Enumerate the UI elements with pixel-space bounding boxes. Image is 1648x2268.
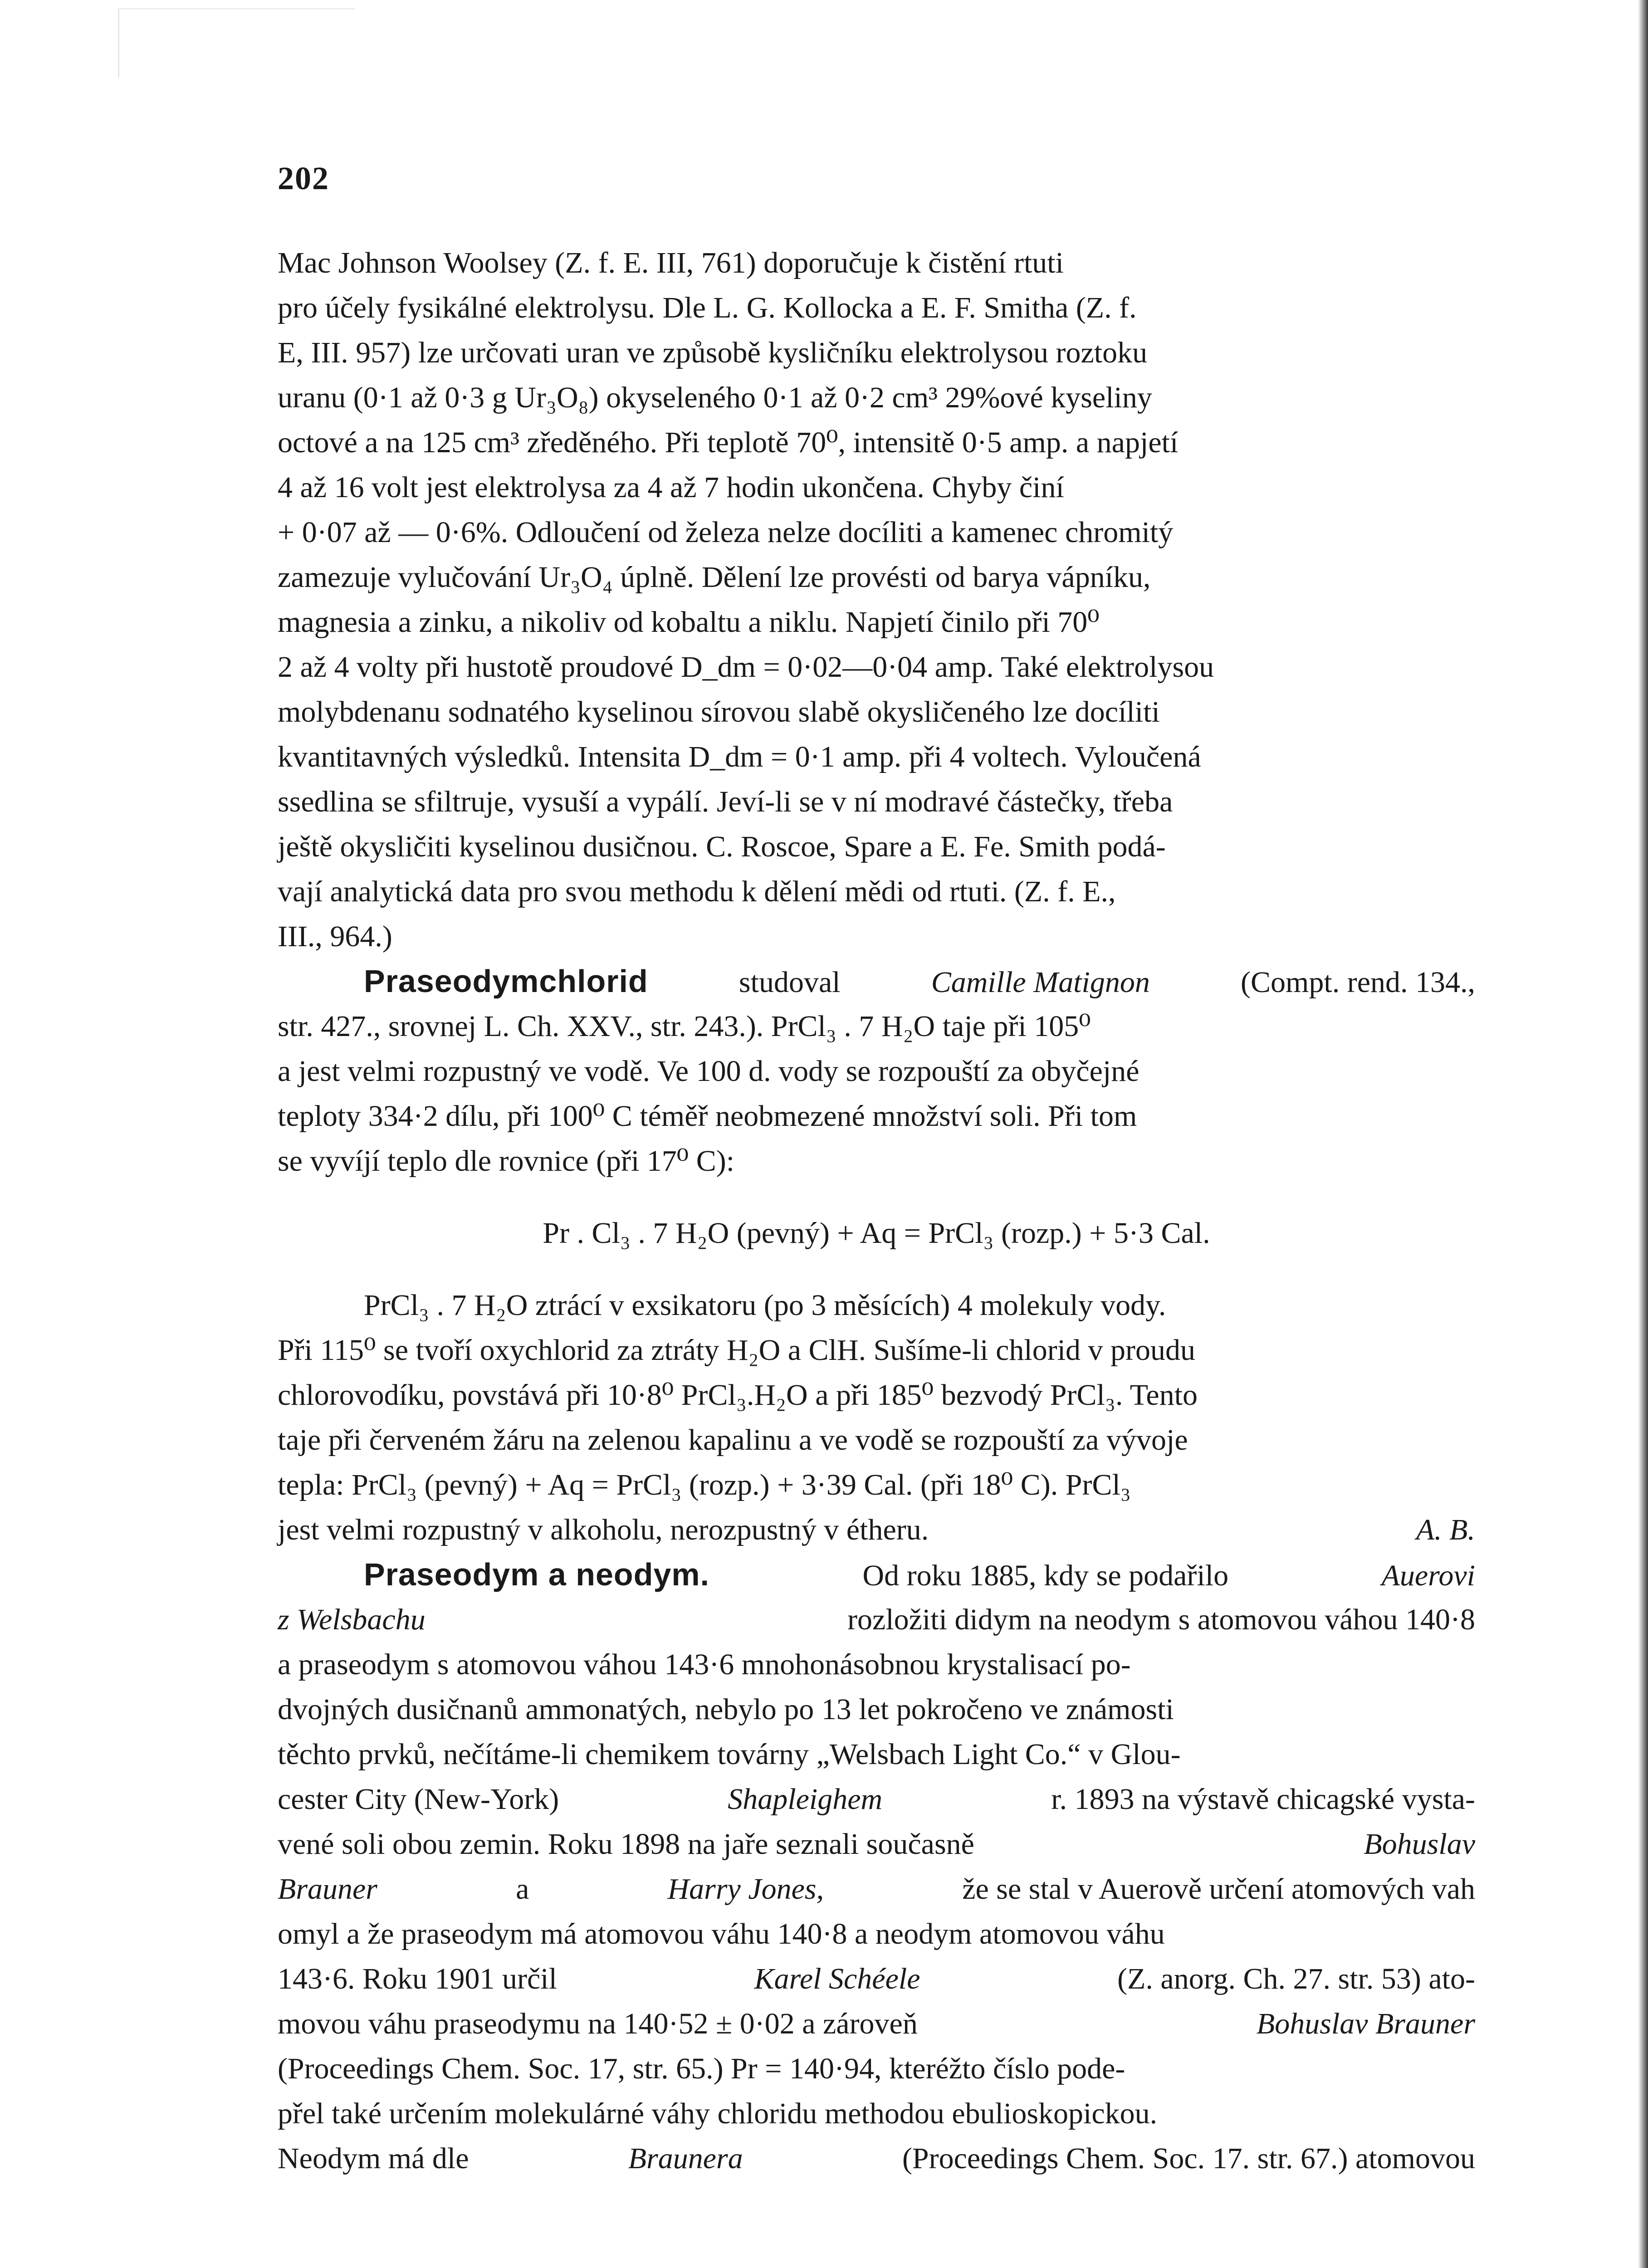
text-line: uranu (0·1 až 0·3 g Ur₃O₈) okyseleného 0·1 až 0·2 cm³ 29%ové kyseliny: [278, 381, 1152, 414]
person-name: z Welsbachu: [278, 1603, 425, 1636]
text-line: se vyvíjí teplo dle rovnice (při 17⁰ C):: [278, 1144, 735, 1178]
text-line: molybdenanu sodnatého kyselinou sírovou slabě okysličeného lze docíliti: [278, 695, 1160, 728]
text-line: kvantitavných výsledků. Intensita D_dm = 0·1 amp. při 4 voltech. Vyloučená: [278, 740, 1201, 773]
signature: A. B.: [1416, 1513, 1475, 1546]
text-line: 2 až 4 volty při hustotě proudové D_dm = 0·02—0·04 amp. Také elektrolysou: [278, 650, 1214, 684]
equation: Pr . Cl₃ . 7 H₂O (pevný) + Aq = PrCl₃ (rozp.) + 5·3 Cal.: [543, 1217, 1210, 1250]
text-span: vené soli obou zemin. Roku 1898 na jaře seznali současně: [278, 1828, 974, 1861]
text-line: a praseodym s atomovou váhou 143·6 mnohonásobnou krystalisací po-: [278, 1648, 1131, 1681]
person-name: Karel Schéele: [754, 1962, 920, 1995]
text-line: přel také určením molekulárné váhy chloridu methodou ebulioskopickou.: [278, 2097, 1158, 2130]
scan-artifact: [118, 8, 355, 78]
section-heading-line: [278, 959, 1475, 1004]
text-line: Při 115⁰ se tvoří oxychlorid za ztráty H₂O a ClH. Sušíme-li chlorid v proudu: [278, 1334, 1196, 1367]
text-line: + 0·07 až — 0·6%. Odloučení od železa nelze docíliti a kamenec chromitý: [278, 516, 1174, 549]
text-line: těchto prvků, nečítáme-li chemikem továrny „Welsbach Light Co.“ v Glou-: [278, 1738, 1181, 1771]
text-line: teploty 334·2 dílu, při 100⁰ C téměř neobmezené množství soli. Při tom: [278, 1100, 1137, 1133]
text-line: E, III. 957) lze určovati uran ve způsobě kysličníku elektrolysou roztoku: [278, 336, 1148, 369]
text-line: dvojných dusičnanů ammonatých, nebylo po 13 let pokročeno ve známosti: [278, 1693, 1174, 1726]
paragraph-electrolysis: [278, 240, 1475, 959]
text-line: [278, 1597, 1475, 1642]
page-number: 202: [278, 160, 329, 196]
text-line: chlorovodíku, povstává při 10·8⁰ PrCl₃.H₂O a při 185⁰ bezvodý PrCl₃. Tento: [278, 1378, 1198, 1412]
scan-edge-shadow: [1638, 0, 1648, 2268]
text-line: Mac Johnson Woolsey (Z. f. E. III, 761) doporučuje k čistění rtuti: [278, 246, 1064, 279]
text-line: [278, 1777, 1475, 1822]
section-praseodymchlorid: [278, 959, 1475, 1552]
text-span: r. 1893 na výstavě chicagské vysta-: [1051, 1783, 1475, 1816]
text-line: [278, 1867, 1475, 1911]
text-span: studoval: [738, 966, 841, 999]
text-line: vají analytická data pro svou methodu k dělení mědi od rtuti. (Z. f. E.,: [278, 875, 1116, 908]
section-heading: Praseodym a neodym.: [364, 1557, 710, 1592]
text-line: III., 964.): [278, 920, 392, 953]
text-line: [278, 1822, 1475, 1867]
text-line: PrCl₃ . 7 H₂O ztrácí v exsikatoru (po 3 měsících) 4 molekuly vody.: [364, 1289, 1166, 1322]
text-line: 4 až 16 volt jest elektrolysa za 4 až 7 hodin ukončena. Chyby činí: [278, 471, 1064, 504]
text-line: a jest velmi rozpustný ve vodě. Ve 100 d. vody se rozpouští za obyčejné: [278, 1055, 1139, 1088]
text-line: [278, 1956, 1475, 2001]
person-name: Harry Jones,: [667, 1872, 824, 1906]
text-span: Neodym má dle: [278, 2142, 469, 2175]
text-line: magnesia a zinku, a nikoliv od kobaltu a niklu. Napjetí činilo při 70⁰: [278, 606, 1100, 639]
text-line: (Proceedings Chem. Soc. 17, str. 65.) Pr = 140·94, kteréžto číslo pode-: [278, 2052, 1125, 2085]
text-line: octové a na 125 cm³ zředěného. Při teplotě 70⁰, intensitě 0·5 amp. a napjetí: [278, 426, 1179, 459]
text-span: movou váhu praseodymu na 140·52 ± 0·02 a zároveň: [278, 2007, 918, 2040]
text-span: Od roku 1885, kdy se podařilo: [862, 1559, 1229, 1592]
text-line: taje při červeném žáru na zelenou kapalinu a ve vodě se rozpouští za vývoje: [278, 1423, 1188, 1457]
author-name: Camille Matignon: [931, 966, 1150, 999]
text-line: tepla: PrCl₃ (pevný) + Aq = PrCl₃ (rozp.) + 3·39 Cal. (při 18⁰ C). PrCl₃: [278, 1468, 1131, 1501]
text-line: str. 427., srovnej L. Ch. XXV., str. 243.). PrCl₃ . 7 H₂O taje při 105⁰: [278, 1010, 1091, 1043]
text-span: že se stal v Auerově určení atomových vah: [962, 1872, 1475, 1906]
text-line: zamezuje vylučování Ur₃O₄ úplně. Dělení lze provésti od barya vápníku,: [278, 561, 1151, 594]
text-span: (Proceedings Chem. Soc. 17. str. 67.) atomovou: [902, 2142, 1475, 2175]
text-span: (Compt. rend. 134.,: [1241, 966, 1475, 999]
page-body: [278, 240, 1475, 2181]
section-praseodym-neodym: [278, 1552, 1475, 2181]
text-span: rozložiti didym na neodym s atomovou váhou 140·8: [847, 1603, 1475, 1636]
section-heading: Praseodymchlorid: [364, 963, 648, 999]
person-name: Braunera: [628, 2142, 743, 2175]
person-name: Bohuslav Brauner: [1256, 2007, 1475, 2040]
text-span: jest velmi rozpustný v alkoholu, nerozpustný v étheru.: [278, 1513, 929, 1546]
text-line: [278, 2001, 1475, 2046]
text-span: a: [516, 1872, 529, 1906]
text-line: ssedlina se sfiltruje, vysuší a vypálí. Jeví-li se v ní modravé částečky, třeba: [278, 785, 1173, 818]
text-line: [278, 1507, 1475, 1552]
person-name: Brauner: [278, 1872, 377, 1906]
text-span: (Z. anorg. Ch. 27. str. 53) ato-: [1117, 1962, 1475, 1995]
text-line: ještě okysličiti kyselinou dusičnou. C. Roscoe, Spare a E. Fe. Smith podá-: [278, 830, 1166, 863]
person-name: Shapleighem: [728, 1783, 883, 1816]
person-name: Auerovi: [1381, 1559, 1475, 1592]
text-line: omyl a že praseodym má atomovou váhu 140·8 a neodym atomovou váhu: [278, 1917, 1165, 1950]
section-heading-line: [278, 1552, 1475, 1597]
person-name: Bohuslav: [1364, 1828, 1475, 1861]
text-span: 143·6. Roku 1901 určil: [278, 1962, 557, 1995]
text-line: pro účely fysikálné elektrolysu. Dle L. G. Kollocka a E. F. Smitha (Z. f.: [278, 291, 1137, 324]
text-line: [278, 2136, 1475, 2181]
text-span: cester City (New-York): [278, 1783, 559, 1816]
